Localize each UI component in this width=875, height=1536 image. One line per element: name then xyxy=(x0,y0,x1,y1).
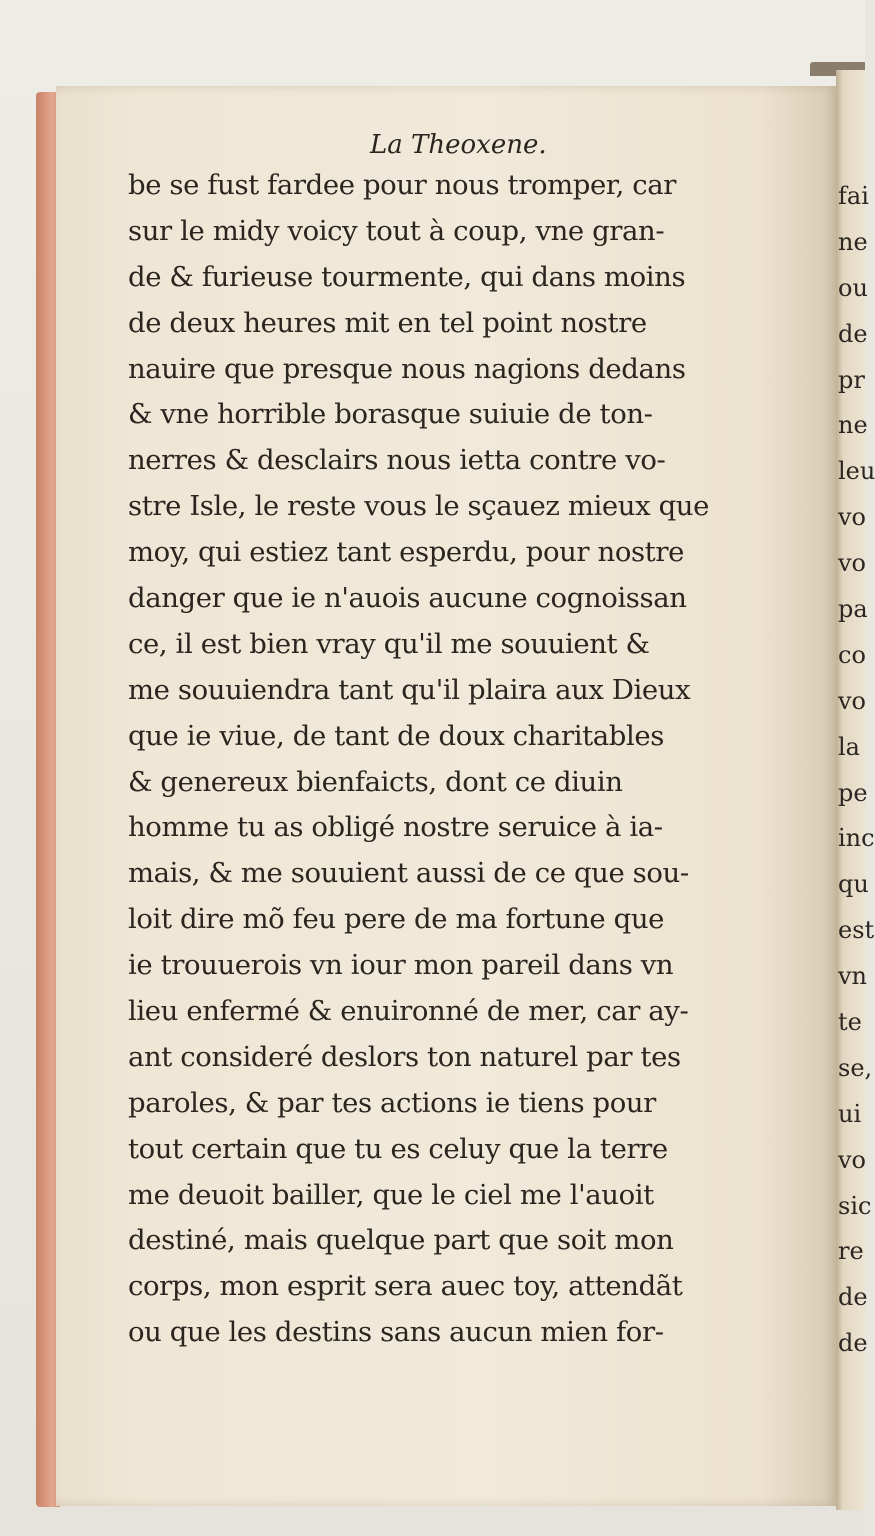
text-line: & genereux bienfaicts, dont ce diuin xyxy=(128,765,623,798)
text-line: nerres & desclairs nous ietta contre vo- xyxy=(128,444,666,477)
text-line: lieu enfermé & enuironné de mer, car ay- xyxy=(128,995,689,1028)
body-text xyxy=(128,163,810,1356)
facing-fragment: te xyxy=(838,1008,862,1037)
text-line: ou que les destins sans aucun mien for- xyxy=(128,1316,664,1349)
text-line: destiné, mais quelque part que soit mon xyxy=(128,1224,674,1257)
facing-fragment: pa xyxy=(838,595,868,624)
text-line: que ie viue, de tant de doux charitables xyxy=(128,719,664,752)
facing-fragment: de xyxy=(838,319,868,348)
facing-fragment: inc xyxy=(838,824,875,853)
facing-page xyxy=(836,70,875,1510)
facing-fragment: de xyxy=(838,1283,868,1312)
text-line: moy, qui estiez tant esperdu, pour nostre xyxy=(128,536,684,569)
facing-fragment: la xyxy=(838,732,860,761)
text-line: ce, il est bien vray qu'il me souuient & xyxy=(128,627,650,660)
facing-fragment: ou xyxy=(838,273,868,302)
facing-fragment: ne xyxy=(838,411,868,440)
text-line: nauire que presque nous nagions dedans xyxy=(128,352,686,385)
text-line: sur le midy voicy tout à coup, vne gran- xyxy=(128,214,665,247)
facing-fragment: fai xyxy=(838,182,869,210)
text-line: mais, & me souuient aussi de ce que sou- xyxy=(128,857,689,890)
text-line: & vne horrible borasque suiuie de ton- xyxy=(128,398,653,431)
facing-fragment: vo xyxy=(838,549,867,578)
text-line: tout certain que tu es celuy que la terre xyxy=(128,1132,668,1165)
facing-fragment: re xyxy=(838,1237,864,1266)
facing-fragment: vo xyxy=(838,686,867,715)
running-title: La Theoxene. xyxy=(370,130,547,160)
text-line: stre Isle, le reste vous le sçauez mieux que xyxy=(128,490,709,523)
facing-fragment: ui xyxy=(838,1099,862,1128)
text-line: ant consideré deslors ton naturel par tes xyxy=(128,1040,681,1073)
facing-fragment: pr xyxy=(838,365,865,394)
facing-fragment: ne xyxy=(838,227,868,256)
facing-fragment: sic xyxy=(838,1191,872,1220)
facing-fragment: co xyxy=(838,640,866,669)
facing-fragment: vo xyxy=(838,503,867,532)
text-line: me deuoit bailler, que le ciel me l'auoit xyxy=(128,1178,654,1211)
text-line: danger que ie n'auois aucune cognoissan xyxy=(128,582,687,615)
facing-fragment: se, xyxy=(838,1053,873,1082)
text-line: de & furieuse tourmente, qui dans moins xyxy=(128,260,686,293)
facing-fragment: leu xyxy=(838,457,875,486)
facing-fragment: de xyxy=(838,1329,868,1358)
text-line: corps, mon esprit sera auec toy, attendãt xyxy=(128,1270,683,1303)
facing-fragment: pe xyxy=(838,778,868,807)
text-line: loit dire mõ feu pere de ma fortune que xyxy=(128,903,665,936)
text-line: paroles, & par tes actions ie tiens pour xyxy=(128,1086,656,1119)
facing-fragment: vn xyxy=(838,962,868,991)
text-line: me souuiendra tant qu'il plaira aux Dieux xyxy=(128,673,691,706)
text-line: ie trouuerois vn iour mon pareil dans vn xyxy=(128,949,674,982)
text-line: de deux heures mit en tel point nostre xyxy=(128,306,647,339)
facing-fragment: vo xyxy=(838,1145,867,1174)
facing-page-text xyxy=(836,174,875,1367)
facing-fragment: qu xyxy=(838,870,869,899)
text-line: be se fust fardee pour nous tromper, car xyxy=(128,169,677,201)
text-line: homme tu as obligé nostre seruice à ia- xyxy=(128,811,663,844)
facing-fragment: est xyxy=(838,916,875,945)
